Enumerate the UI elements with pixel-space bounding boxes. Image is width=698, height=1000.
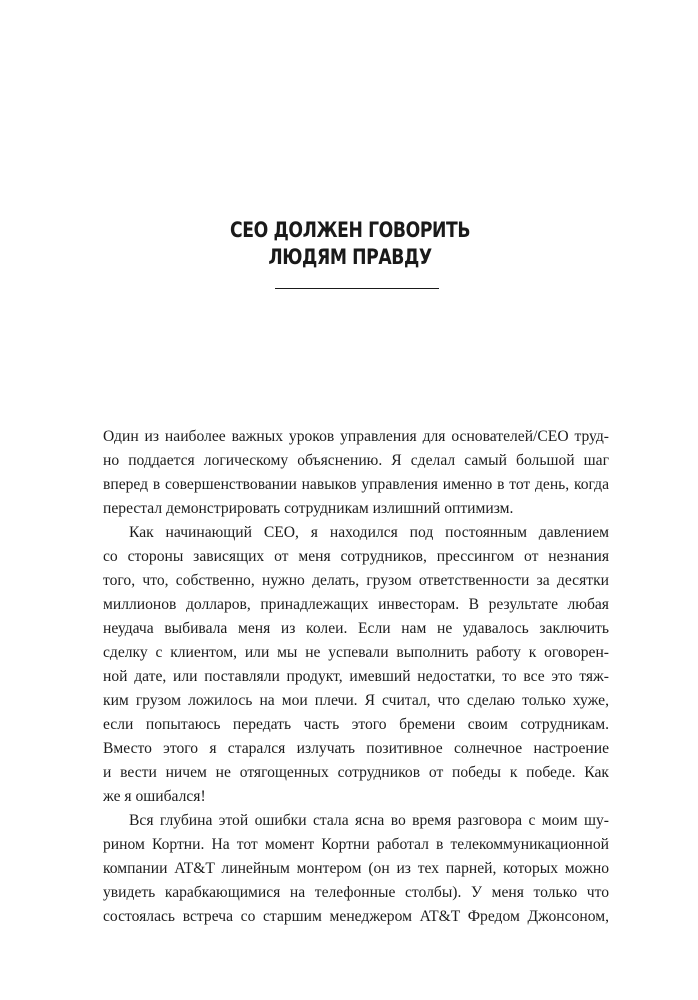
body-line-3: вперед в совершенствовании навыков управления именно в тот день, когда [103, 476, 609, 493]
body-line-17: Вся глубина этой ошибки стала ясна во время разговора с моим шу- [129, 812, 609, 829]
body-line-7: того, что, собственно, нужно делать, грузом ответственности за десятки [103, 572, 609, 589]
body-line-5: Как начинающий CEO, я находился под постоянным давлением [129, 524, 609, 541]
body-line-20: увидеть карабкающимися на телефонные столбы). У меня только что [103, 884, 609, 901]
body-line-10: сделку с клиентом, или мы не успевали выполнить работу к оговорен- [103, 644, 609, 661]
chapter-title-line-2: ЛЮДЯМ ПРАВДУ [268, 245, 432, 269]
body-line-14: Вместо этого я старался излучать позитивное солнечное настроение [103, 740, 609, 757]
body-line-12: ким грузом ложилось на мои плечи. Я считал, что сделаю только хуже, [103, 692, 609, 709]
body-line-1: Один из наиболее важных уроков управления для основателей/CEO труд- [103, 428, 609, 445]
body-line-2: но поддается логическому объяснению. Я сделал самый большой шаг [103, 452, 609, 469]
body-line-9: неудача выбивала меня из колеи. Если нам не удавалось заключить [103, 620, 609, 637]
body-line-11: ной дате, или поставляли продукт, имевший недостатки, то все это тяж- [103, 668, 609, 685]
body-line-15: и вести ничем не отягощенных сотрудников от победы к победе. Как [103, 764, 609, 781]
chapter-title-line-1: CEO ДОЛЖЕН ГОВОРИТЬ [230, 218, 471, 242]
body-line-13: если попытаюсь передать часть этого бремени своим сотрудникам. [103, 716, 609, 733]
body-line-6: со стороны зависящих от меня сотрудников, прессингом от незнания [103, 548, 609, 565]
body-line-8: миллионов долларов, принадлежащих инвесторам. В результате любая [103, 596, 609, 613]
body-line-4: перестал демонстрировать сотрудникам излишний оптимизм. [103, 500, 514, 517]
title-underline-rule [275, 288, 439, 289]
body-line-16: же я ошибался! [103, 788, 206, 805]
body-line-18: рином Кортни. На тот момент Кортни работал в телекоммуникационной [103, 836, 609, 853]
body-line-19: компании AT&T линейным монтером (он из тех парней, которых можно [103, 860, 609, 877]
body-line-21: состоялась встреча со старшим менеджером AT&T Фредом Джонсоном, [103, 908, 609, 925]
